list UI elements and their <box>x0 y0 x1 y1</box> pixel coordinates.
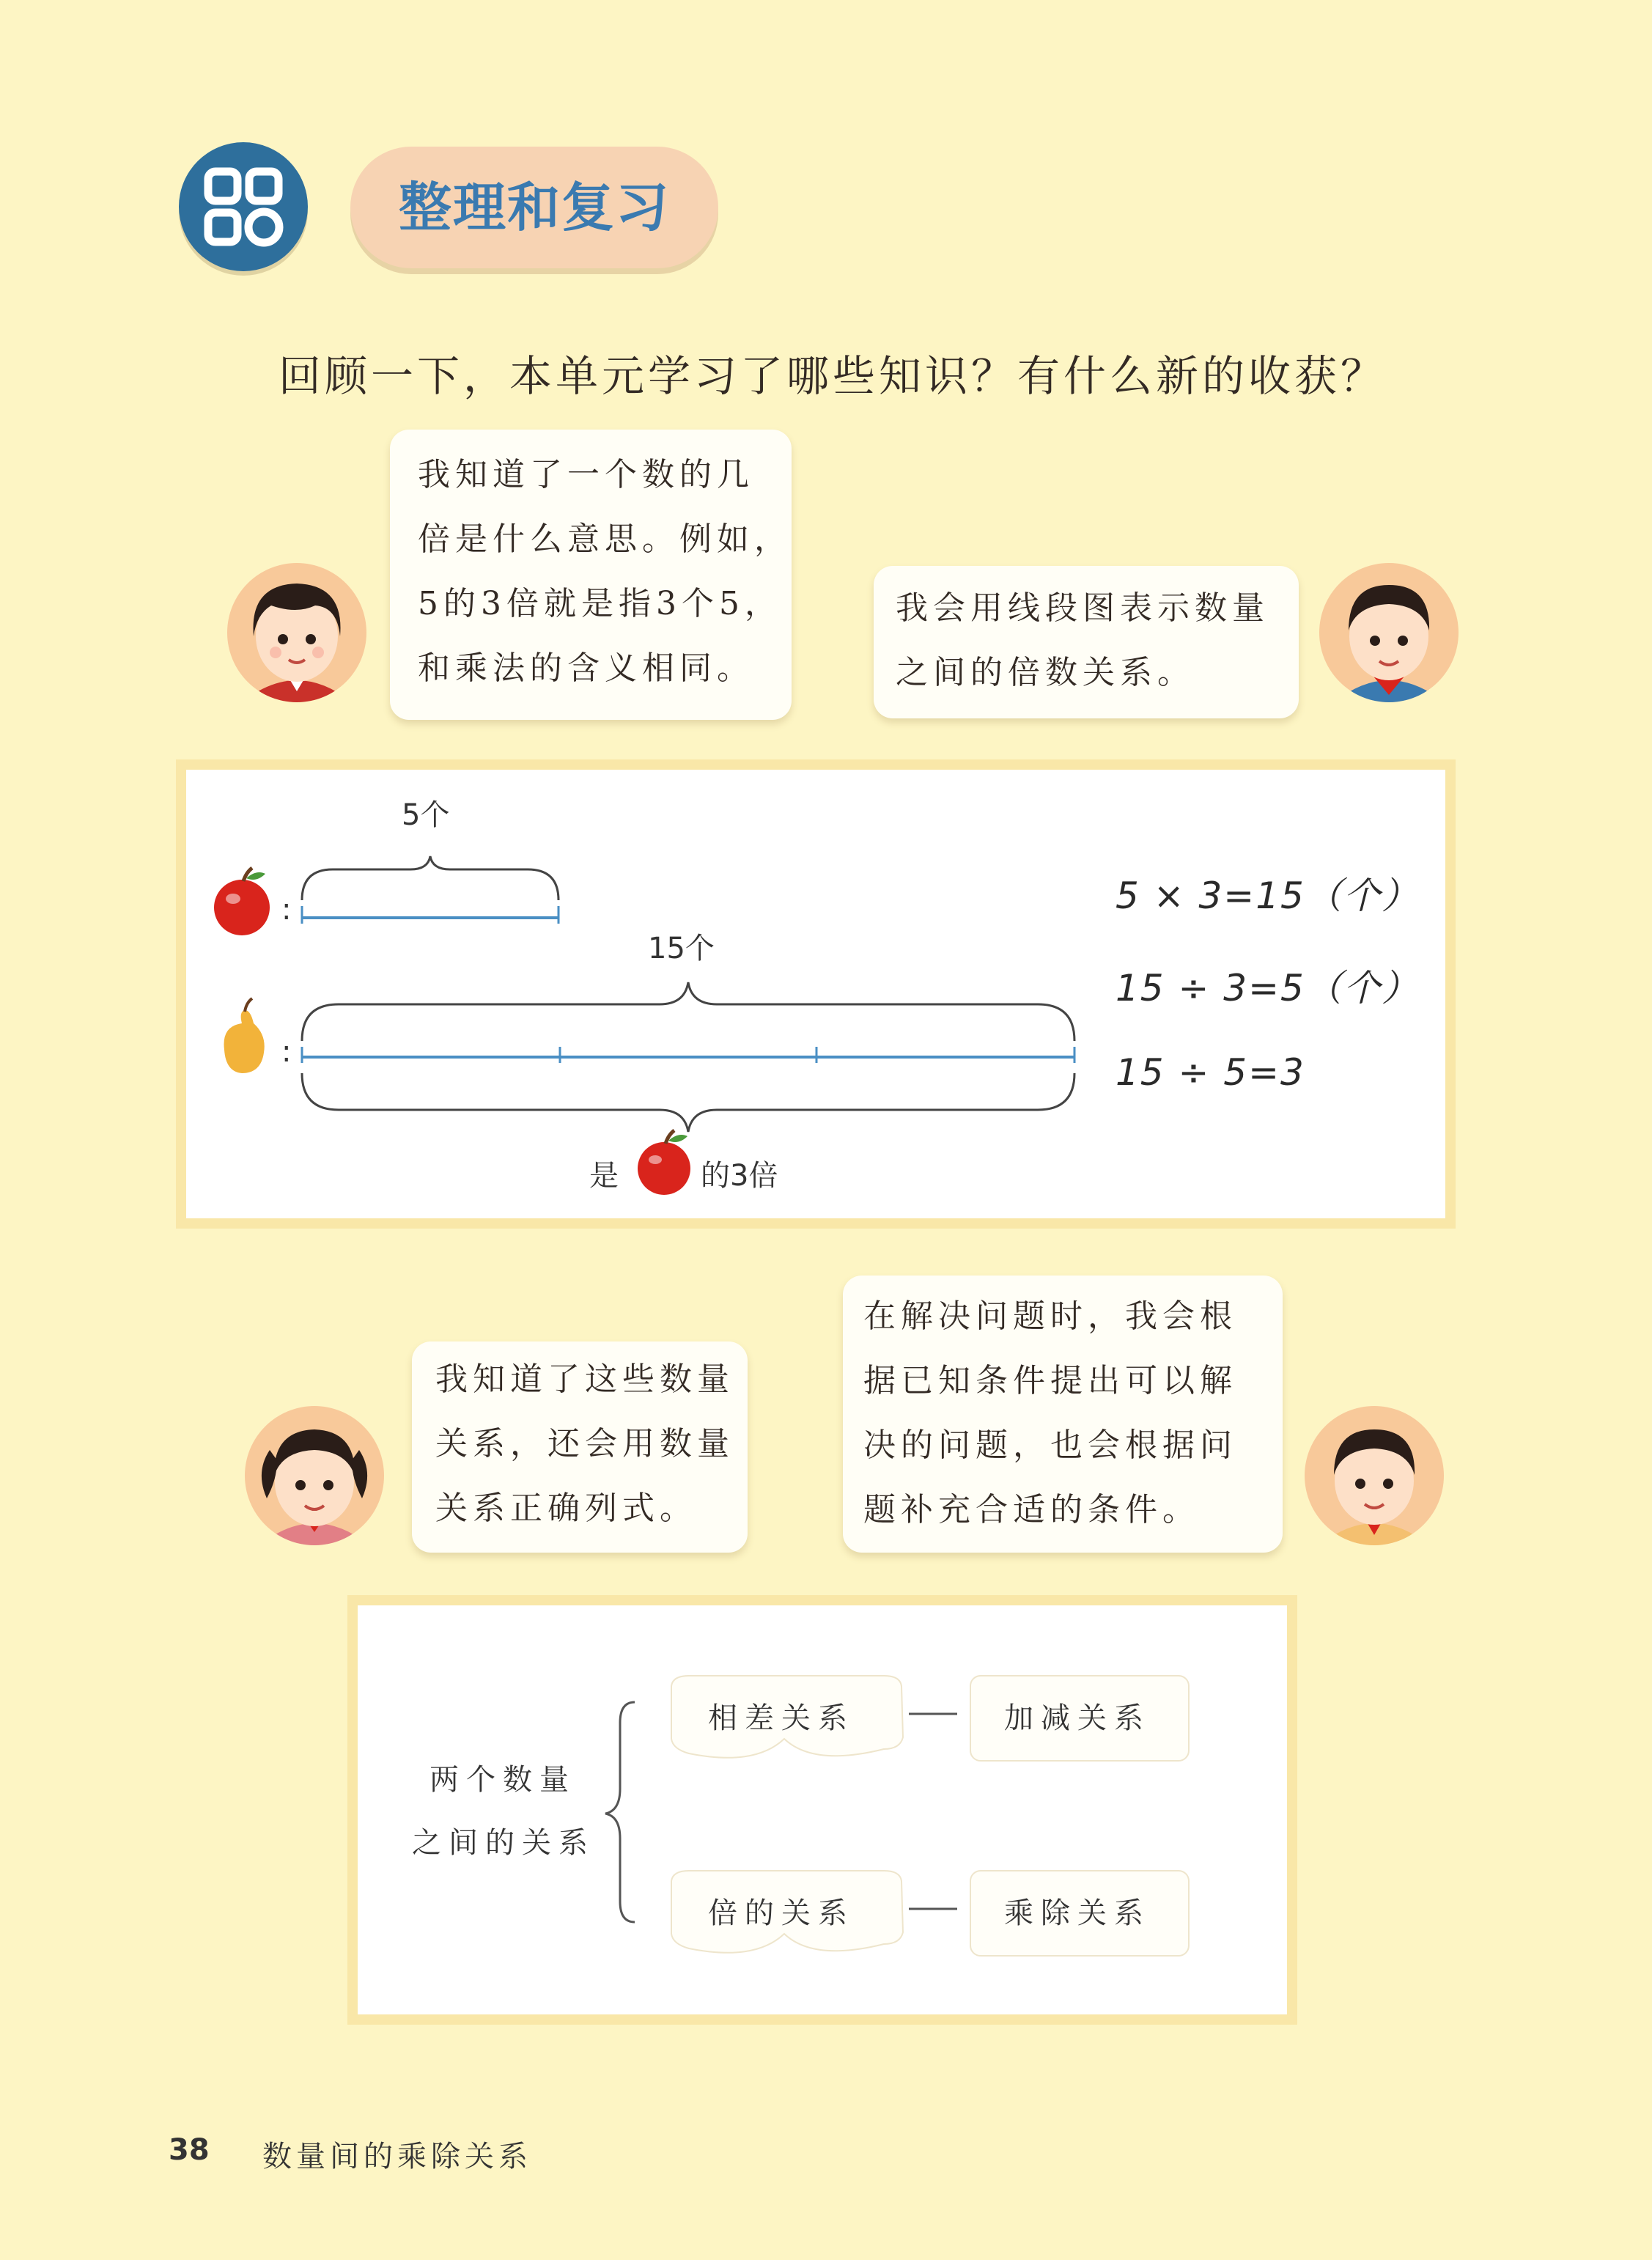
relation-multiple: 倍的关系 <box>708 1896 855 1930</box>
equation-3: 15 ÷ 5=3 <box>1116 1051 1305 1094</box>
review-question: 回顾一下，本单元学习了哪些知识？有什么新的收获？ <box>279 351 1387 401</box>
bubble-line: 关系，还会用数量 <box>435 1425 734 1462</box>
concept-root-line1: 两个数量 <box>429 1763 576 1797</box>
operation-multiply-divide: 乘除关系 <box>1004 1896 1151 1930</box>
bubble-line: 我知道了这些数量 <box>435 1361 734 1398</box>
apple-count-label: 5个 <box>402 798 450 832</box>
bubble-line: 倍是什么意思。例如， <box>418 520 792 558</box>
pear-colon: : <box>281 1035 292 1069</box>
bubble-line: 和乘法的含义相同。 <box>418 649 754 687</box>
page-number: 38 <box>169 2133 210 2167</box>
bubble-line: 我知道了一个数的几 <box>418 456 754 493</box>
bubble-line: 之间的倍数关系。 <box>896 654 1195 691</box>
bubble-line: 题补充合适的条件。 <box>863 1491 1200 1528</box>
bubble-line: 据已知条件提出可以解 <box>863 1362 1237 1399</box>
times-suffix: 的3倍 <box>701 1159 778 1193</box>
relation-difference: 相差关系 <box>708 1701 855 1735</box>
bubble-line: 5的3倍就是指3个5， <box>418 585 782 622</box>
concept-root-line2: 之间的关系 <box>412 1826 595 1860</box>
section-title: 整理和复习 <box>398 177 670 238</box>
chapter-title: 数量间的乘除关系 <box>262 2140 532 2173</box>
equation-2: 15 ÷ 3=5（个） <box>1116 967 1420 1009</box>
times-prefix: 是 <box>589 1159 619 1193</box>
operation-add-subtract: 加减关系 <box>1004 1701 1151 1735</box>
pear-count-label: 15个 <box>648 932 715 965</box>
bubble-line: 关系正确列式。 <box>435 1490 697 1527</box>
bubble-line: 决的问题，也会根据问 <box>863 1427 1237 1464</box>
equation-1: 5 × 3=15（个） <box>1116 875 1420 917</box>
apple-colon: : <box>281 893 292 927</box>
bubble-line: 在解决问题时，我会根 <box>863 1298 1237 1335</box>
bubble-line: 我会用线段图表示数量 <box>896 589 1269 627</box>
